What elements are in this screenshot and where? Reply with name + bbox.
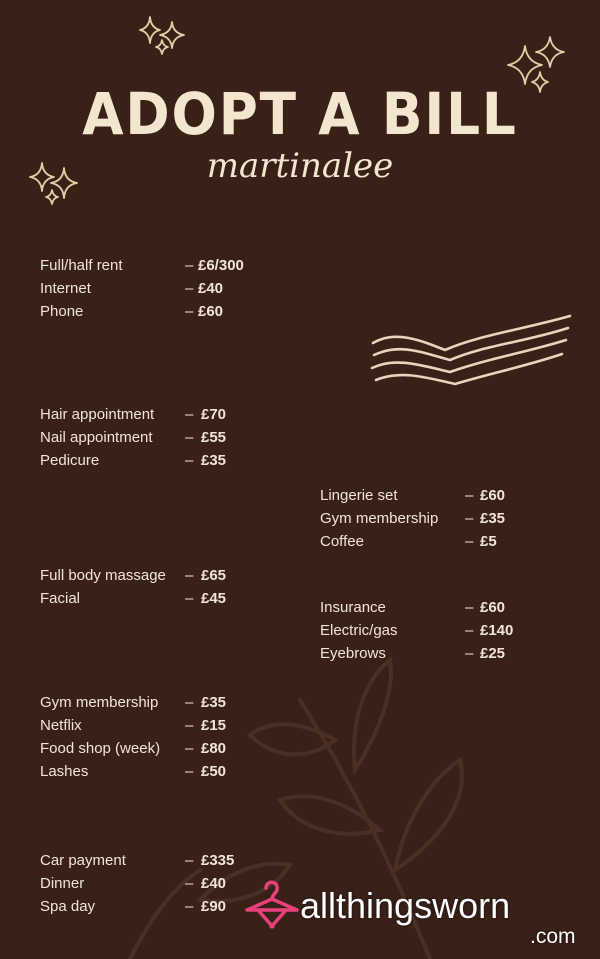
item-price: £140	[480, 622, 514, 639]
item-label: Full body massage	[40, 567, 166, 584]
item-label: Coffee	[320, 533, 364, 550]
item-price: £335	[201, 852, 235, 869]
item-price: £60	[480, 599, 506, 616]
item-price: £55	[201, 429, 227, 446]
item-dash: –	[185, 567, 194, 584]
item-price: £6/300	[198, 257, 244, 274]
item-label: Netflix	[40, 717, 82, 734]
item-price: £25	[480, 645, 506, 662]
item-dash: –	[465, 533, 474, 550]
item-price: £35	[201, 452, 227, 469]
watermark-suffix: .com	[530, 925, 576, 948]
item-price: £35	[201, 694, 227, 711]
item-dash: –	[185, 406, 194, 423]
item-dash: –	[185, 740, 194, 757]
item-label: Gym membership	[40, 694, 159, 711]
item-price: £5	[480, 533, 497, 550]
item-label: Car payment	[40, 852, 126, 869]
item-price: £90	[201, 898, 227, 915]
item-label: Electric/gas	[320, 622, 398, 639]
item-price: £40	[201, 875, 227, 892]
item-price: £80	[201, 740, 227, 757]
item-price: £60	[198, 303, 224, 320]
item-dash: –	[465, 510, 474, 527]
item-dash: –	[185, 763, 194, 780]
item-label: Facial	[40, 590, 81, 607]
item-price: £15	[201, 717, 227, 734]
item-label: Pedicure	[40, 452, 100, 469]
item-label: Insurance	[320, 599, 386, 616]
item-price: £60	[480, 487, 506, 504]
item-label: Nail appointment	[40, 429, 153, 446]
item-dash: –	[465, 599, 474, 616]
page-subtitle: martinalee	[206, 146, 394, 186]
item-dash: –	[185, 452, 194, 469]
item-label: Hair appointment	[40, 406, 155, 423]
item-price: £50	[201, 763, 227, 780]
item-price: £70	[201, 406, 227, 423]
item-dash: –	[185, 590, 194, 607]
item-dash: –	[185, 852, 194, 869]
item-label: Food shop (week)	[40, 740, 161, 757]
item-label: Lashes	[40, 763, 89, 780]
watermark-text: allthingsworn	[300, 885, 511, 926]
item-price: £45	[201, 590, 227, 607]
item-dash: –	[185, 257, 194, 274]
item-label: Dinner	[40, 875, 85, 892]
item-dash: –	[185, 303, 194, 320]
item-label: Full/half rent	[40, 257, 123, 274]
item-dash: –	[185, 717, 194, 734]
item-label: Eyebrows	[320, 645, 386, 662]
item-price: £65	[201, 567, 227, 584]
item-dash: –	[185, 280, 194, 297]
item-label: Spa day	[40, 898, 96, 915]
item-price: £35	[480, 510, 506, 527]
item-dash: –	[465, 645, 474, 662]
item-price: £40	[198, 280, 224, 297]
item-dash: –	[185, 898, 194, 915]
item-dash: –	[185, 694, 194, 711]
item-dash: –	[185, 429, 194, 446]
page-title: ADOPT A BILL	[82, 80, 518, 148]
item-dash: –	[465, 487, 474, 504]
item-label: Lingerie set	[320, 487, 398, 504]
item-label: Phone	[40, 303, 84, 320]
item-dash: –	[185, 875, 194, 892]
item-label: Internet	[40, 280, 91, 297]
item-dash: –	[465, 622, 474, 639]
item-label: Gym membership	[320, 510, 439, 527]
